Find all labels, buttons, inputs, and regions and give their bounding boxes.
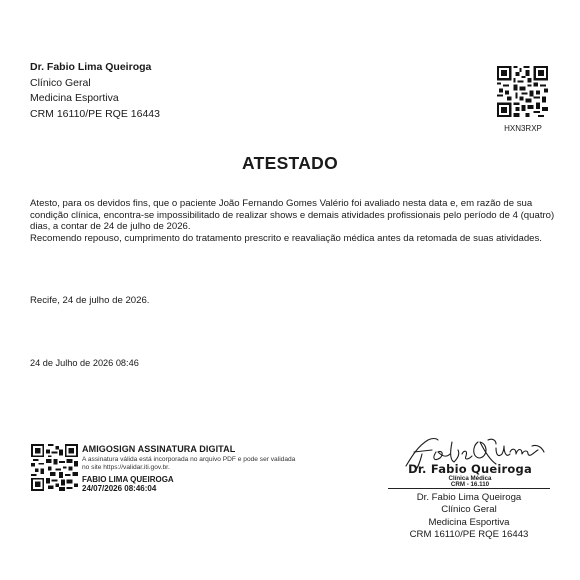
verification-code: HXN3RXP <box>504 124 542 133</box>
document-title: ATESTADO <box>241 153 339 173</box>
stamp-crm: CRM - 16.110 <box>450 481 490 488</box>
place-date: Recife, 24 de julho de 2026. <box>30 295 150 306</box>
footer-doctor-name: Dr. Fabio Lima Queiroga <box>416 492 522 503</box>
stamp-doctor-name: Dr. Fabio Queiroga <box>408 462 532 476</box>
footer-specialty: Medicina Esportiva <box>428 516 510 528</box>
digital-signature-block <box>82 444 297 493</box>
footer-role: Clínico Geral <box>441 504 497 516</box>
digital-signature-signer: FABIO LIMA QUEIROGA <box>82 475 174 484</box>
doctor-crm: CRM 16110/PE RQE 16443 <box>30 107 160 120</box>
digital-signature-title: AMIGOSIGN ASSINATURA DIGITAL <box>82 444 236 454</box>
qr-code-icon <box>497 66 548 117</box>
doctor-role: Clínico Geral <box>30 76 91 89</box>
certificate-paragraph-1: Atesto, para os devidos fins, que o paciente João Fernando Gomes Valério foi avaliado nesta data e, em razão de sua condição clínica, encontra-se impossibilitado de realizar shows e demais atividades profissionais pelo período de 4 (quatro) dias, a contar de 24 de julho de 2026. <box>30 198 555 233</box>
qr-code-icon <box>31 444 78 491</box>
certificate-paragraph-2: Recomendo repouso, cumprimento do tratamento prescrito e reavaliação médica antes da retomada de suas atividades. <box>30 232 542 244</box>
digital-signature-description: A assinatura válida está incorporada no arquivo PDF e pode ser validada no site https://validar.iti.gov.br. <box>82 456 296 471</box>
stamp-specialty: Clínica Médica <box>448 475 492 482</box>
footer-crm: CRM 16110/PE RQE 16443 <box>409 529 529 541</box>
digital-signature-datetime: 24/07/2026 08:46:04 <box>82 484 157 493</box>
doctor-specialty: Medicina Esportiva <box>30 92 119 104</box>
doctor-footer <box>388 492 550 542</box>
signature-line <box>388 488 550 489</box>
issue-timestamp: 24 de Julho de 2026 08:46 <box>30 358 139 368</box>
doctor-header <box>30 60 160 122</box>
certificate-body <box>30 198 555 244</box>
doctor-name: Dr. Fabio Lima Queiroga <box>30 61 152 73</box>
